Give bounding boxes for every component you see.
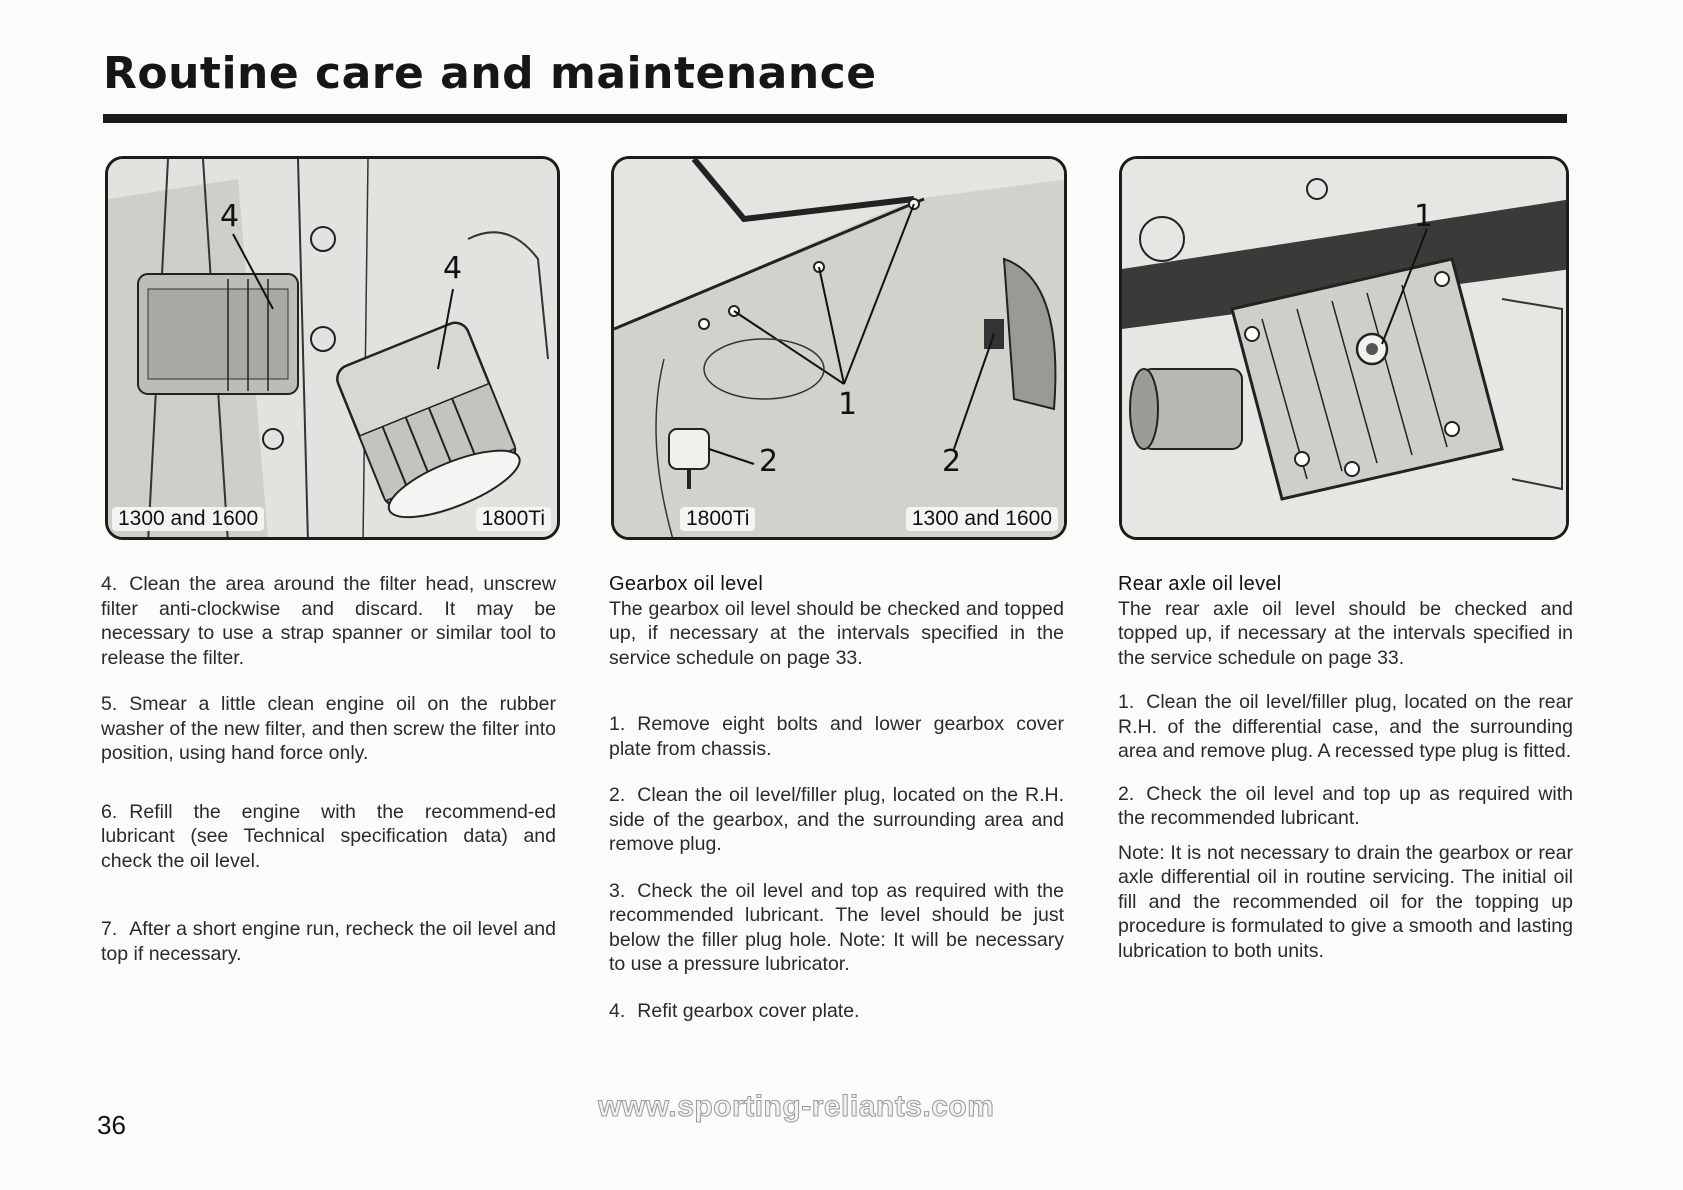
step-number: 7. — [101, 918, 118, 940]
section-heading: Gearbox oil level — [609, 573, 764, 595]
page-number: 36 — [97, 1110, 126, 1140]
step-2 — [1118, 782, 1573, 831]
step-number: 2. — [609, 784, 626, 806]
callout-4-right: 4 — [443, 251, 463, 286]
title-rule — [103, 114, 1567, 123]
figure-caption-1300-1600: 1300 and 1600 — [906, 507, 1058, 531]
step-text: Check the oil level and top as required with the recommended lubricant. The level should be just below the filler plug hole. Note: It will be necessary to use a pressure lubricator. — [609, 879, 1064, 975]
gearbox-illustration — [611, 156, 1067, 540]
step-text: Refit gearbox cover plate. — [637, 999, 860, 1022]
step-text: Check the oil level and top up as required with the recommended lubricant. — [1118, 782, 1573, 829]
step-text: Remove eight bolts and lower gearbox cover plate from chassis. — [609, 713, 1064, 760]
gearbox-drawing — [614, 159, 1067, 540]
step-text: Clean the area around the filter head, unscrew filter anti-clockwise and discard. It may be necessary to use a strap spanner or similar tool to release the filter. — [101, 573, 556, 669]
step-text: After a short engine run, recheck the oil level and top if necessary. — [101, 918, 556, 965]
callout-1: 1 — [1414, 199, 1434, 234]
step-text: Clean the oil level/filler plug, located on the rear R.H. of the differential case, and the surrounding area and remove plug. A recessed type plug is fitted. — [1118, 691, 1573, 762]
oil-filter-instructions — [101, 572, 556, 988]
step-text: Clean the oil level/filler plug, located on the R.H. side of the gearbox, and the surrounding area and remove plug. — [609, 784, 1064, 855]
step-7 — [101, 917, 556, 966]
step-number: 5. — [101, 693, 118, 715]
section-note: Note: It is not necessary to drain the gearbox or rear axle differential oil in routine servicing. The initial oil fill and the recommended oil for the topping up procedure is formulated to give a smooth and lasting lubrication to both units. — [1118, 841, 1573, 962]
step-number: 6. — [101, 800, 118, 823]
step-2 — [609, 783, 1064, 857]
step-number: 3. — [609, 879, 626, 902]
callout-1: 1 — [838, 387, 858, 422]
step-1 — [1118, 690, 1573, 764]
figure-caption-1800ti: 1800Ti — [680, 507, 755, 531]
section-intro: The gearbox oil level should be checked and topped up, if necessary at the intervals specified in the service schedule on page 33. — [609, 597, 1064, 669]
oil-filter-illustration — [105, 156, 560, 540]
watermark: www.sporting-reliants.com — [598, 1090, 995, 1123]
step-text: Refill the engine with the recommend-ed lubricant (see Technical specification data) and check the oil level. — [101, 800, 556, 872]
step-5 — [101, 692, 556, 766]
step-text: Smear a little clean engine oil on the rubber washer of the new filter, and then screw the filter into position, using hand force only. — [101, 693, 556, 764]
step-4 — [609, 999, 1064, 1024]
step-number: 2. — [1118, 782, 1135, 805]
step-4 — [101, 572, 556, 670]
callout-2-left: 2 — [759, 444, 779, 479]
page-title: Routine care and maintenance — [103, 48, 877, 99]
step-number: 4. — [101, 573, 118, 595]
callout-2-right: 2 — [942, 444, 962, 479]
rear-axle-oil-level-section — [1118, 572, 1573, 985]
oil-filter-drawing — [108, 159, 560, 540]
step-1 — [609, 712, 1064, 761]
callout-4-left: 4 — [220, 199, 240, 234]
gearbox-oil-level-section — [609, 572, 1064, 1045]
section-intro: The rear axle oil level should be checked and topped up, if necessary at the intervals specified in the service schedule on page 33. — [1118, 597, 1573, 669]
figure-caption-1300-1600: 1300 and 1600 — [112, 507, 264, 531]
rear-axle-illustration — [1119, 156, 1569, 540]
rear-axle-drawing — [1122, 159, 1569, 540]
step-number: 1. — [609, 713, 626, 735]
step-3 — [609, 879, 1064, 977]
figure-caption-1800ti: 1800Ti — [476, 507, 551, 531]
step-number: 1. — [1118, 691, 1135, 713]
step-number: 4. — [609, 999, 626, 1022]
section-heading: Rear axle oil level — [1118, 573, 1282, 595]
step-6 — [101, 800, 556, 874]
